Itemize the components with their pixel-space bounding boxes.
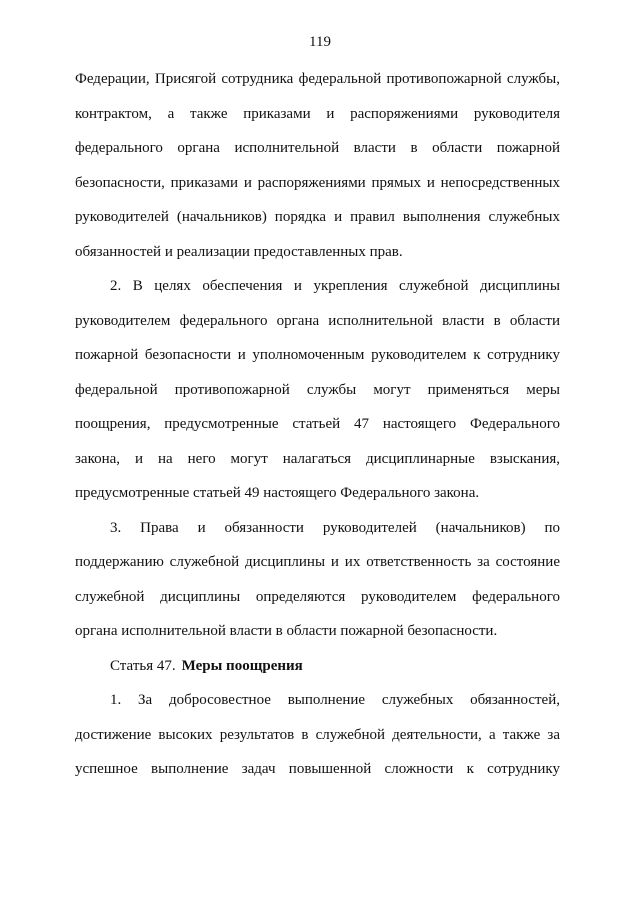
text-line: закона, и на него могут налагаться дисциплинарные взыскания, bbox=[75, 450, 560, 467]
text-line: федеральной противопожарной службы могут применяться меры bbox=[75, 381, 560, 398]
text-line: служебной дисциплины определяются руководителем федерального bbox=[75, 588, 560, 605]
article-paragraph-1-first-line: 1. За добросовестное выполнение служебных обязанностей, bbox=[110, 692, 560, 708]
paragraph-2-first-line: 2. В целях обеспечения и укрепления служебной дисциплины bbox=[110, 278, 560, 294]
text-line: пожарной безопасности и уполномоченным руководителем к сотруднику bbox=[75, 347, 560, 363]
article-number: Статья 47. bbox=[110, 657, 176, 674]
text-line: поощрения, предусмотренные статьей 47 настоящего Федерального bbox=[75, 416, 560, 432]
text-line-paragraph-end: обязанностей и реализации предоставленных прав. bbox=[75, 243, 403, 260]
article-heading bbox=[75, 655, 560, 690]
page-number: 119 bbox=[309, 34, 331, 50]
text-line: успешное выполнение задач повышенной сложности к сотруднику bbox=[75, 761, 560, 777]
text-line: федерального органа исполнительной власти в области пожарной bbox=[75, 140, 560, 156]
text-line: руководителем федерального органа исполнительной власти в области bbox=[75, 312, 560, 329]
text-line: безопасности, приказами и распоряжениями прямых и непосредственных bbox=[75, 174, 560, 191]
text-line: Федерации, Присягой сотрудника федеральной противопожарной службы, bbox=[75, 71, 560, 87]
text-line: контрактом, а также приказами и распоряжениями руководителя bbox=[75, 105, 560, 122]
document-body bbox=[75, 68, 560, 793]
text-line: достижение высоких результатов в служебной деятельности, а также за bbox=[75, 726, 560, 743]
text-line-paragraph-end: предусмотренные статьей 49 настоящего Федерального закона. bbox=[75, 485, 480, 501]
article-title: Меры поощрения bbox=[181, 657, 303, 674]
paragraph-3-first-line: 3. Права и обязанности руководителей (начальников) по bbox=[110, 519, 560, 536]
text-line: руководителей (начальников) порядка и правил выполнения служебных bbox=[75, 209, 560, 225]
text-line: поддержанию служебной дисциплины и их ответственность за состояние bbox=[75, 554, 560, 570]
text-line-paragraph-end: органа исполнительной власти в области пожарной безопасности. bbox=[75, 623, 498, 639]
